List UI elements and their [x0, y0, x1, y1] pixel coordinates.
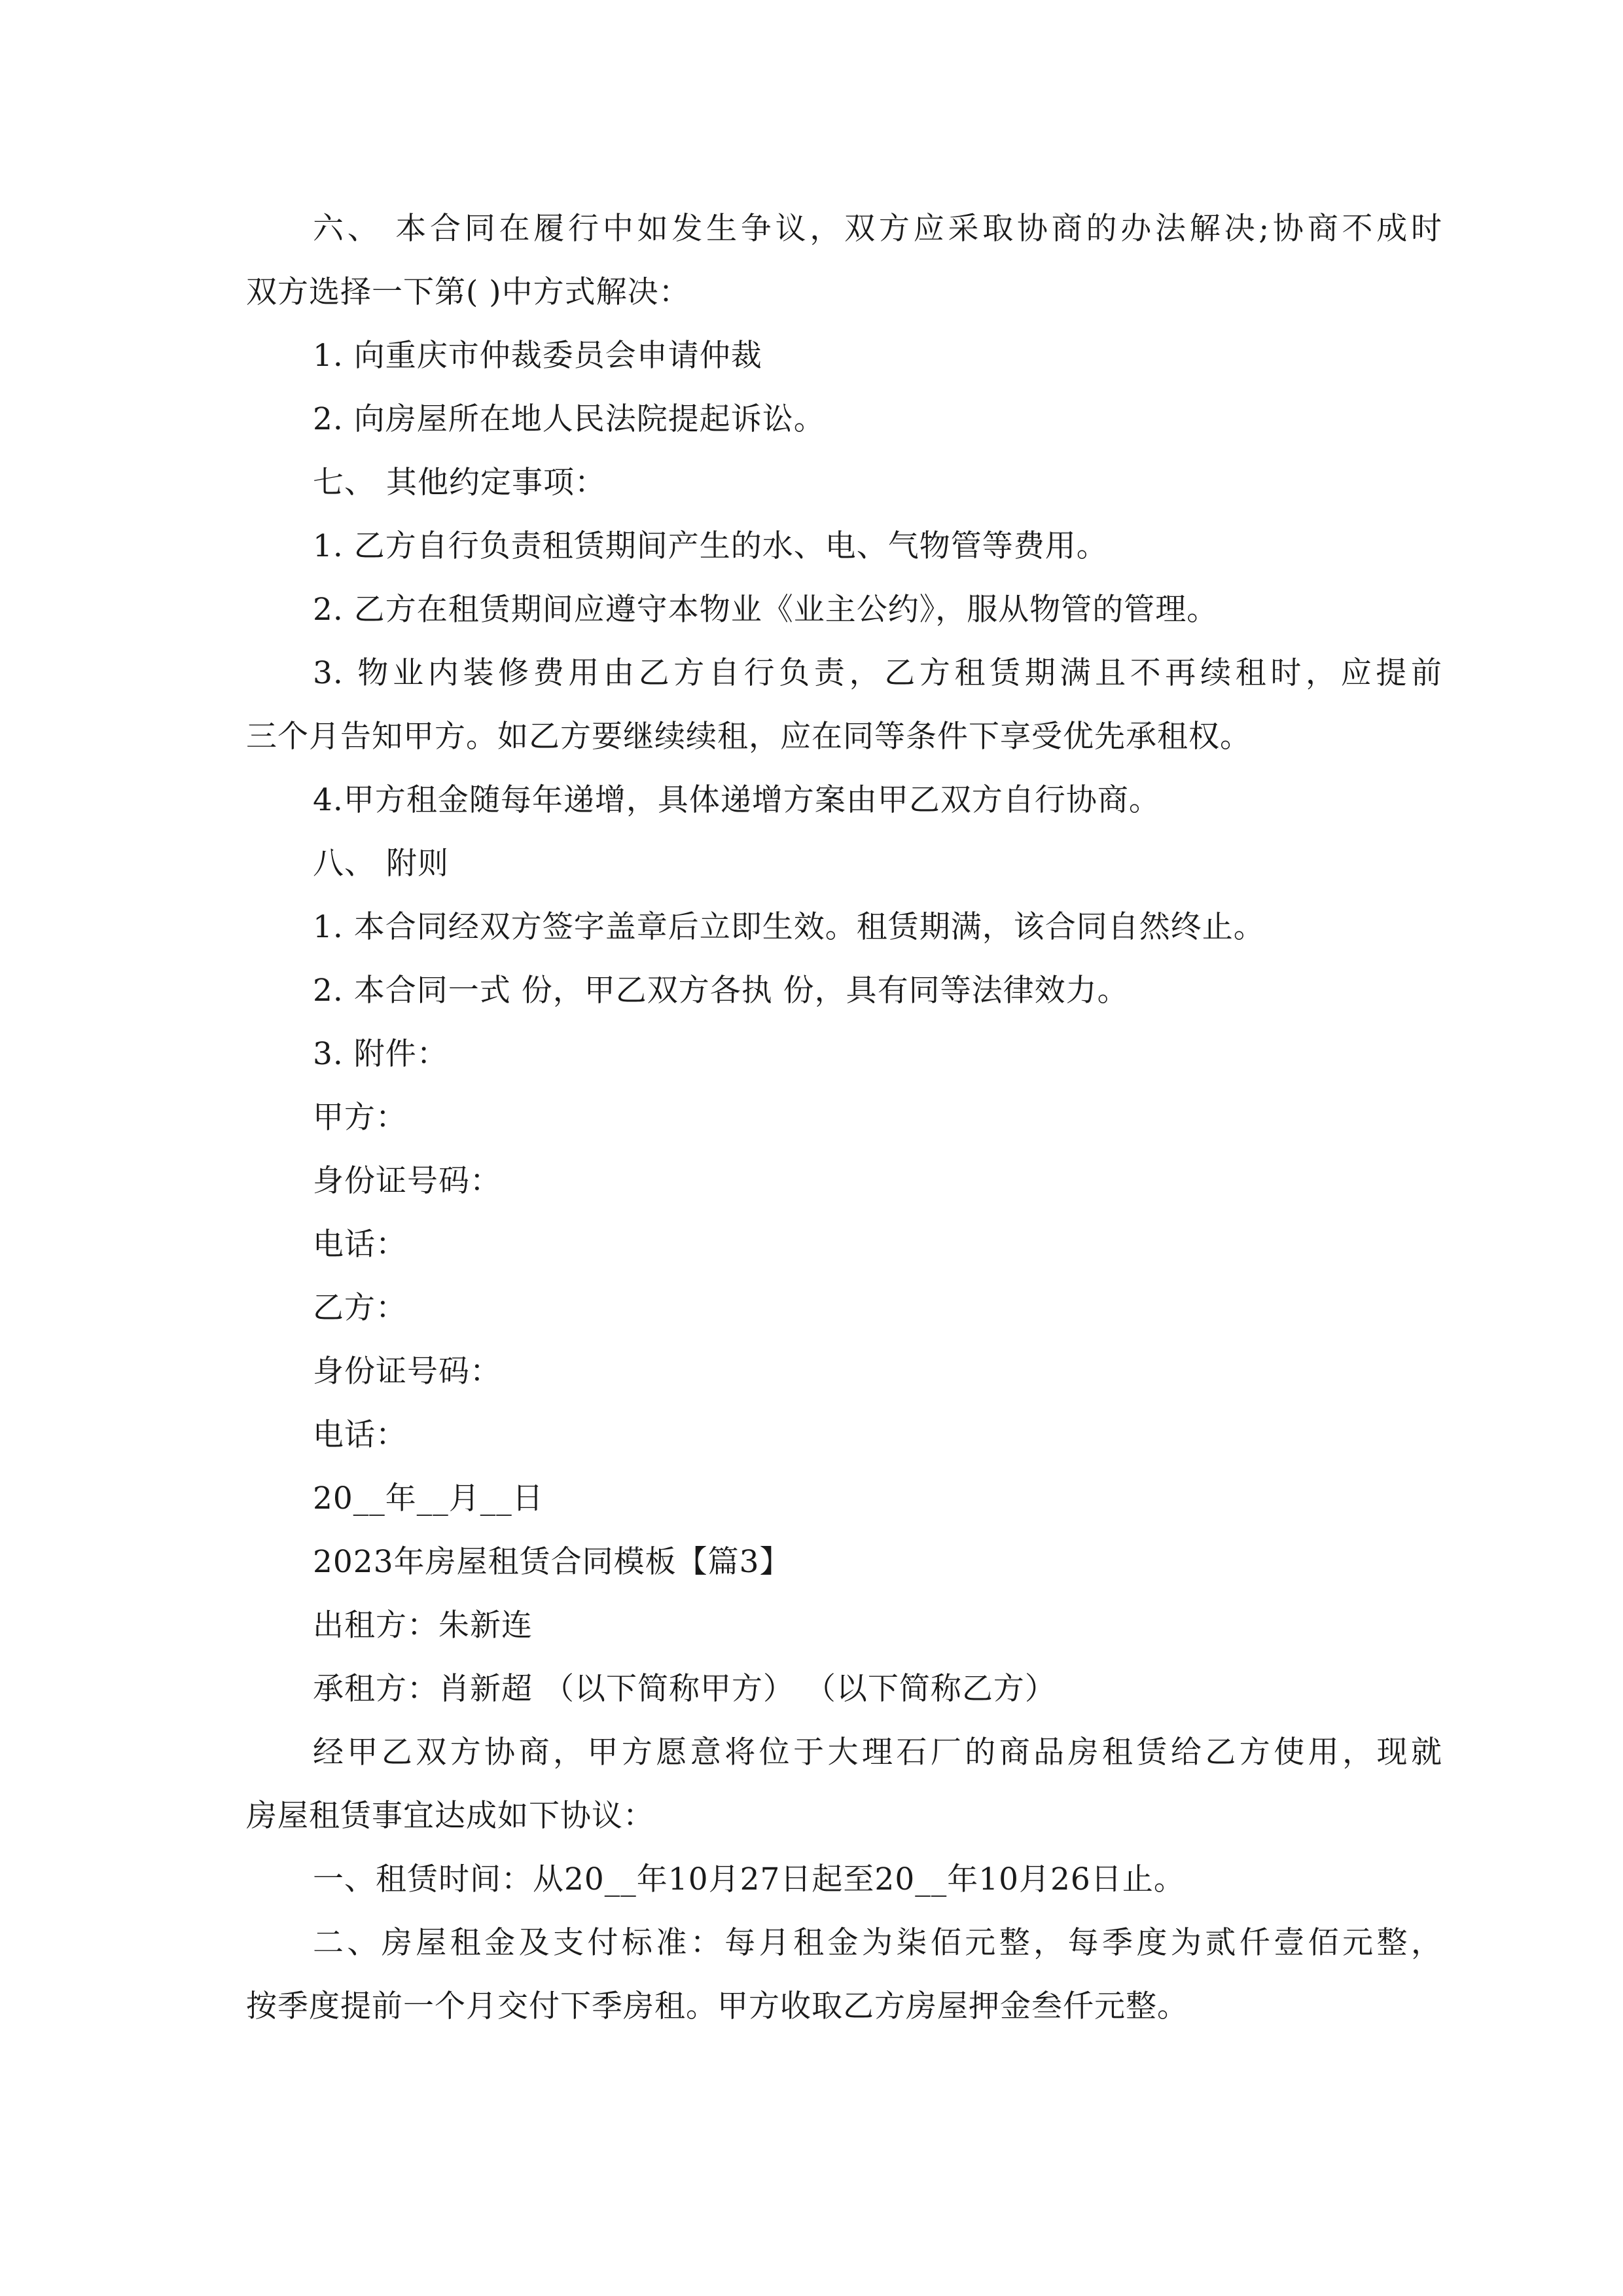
- clause-7-heading: 七、 其他约定事项：: [313, 465, 606, 501]
- intro-paragraph-continuation: 房屋租赁事宜达成如下协议：: [246, 1798, 654, 1834]
- lessor-line: 出租方：朱新连: [313, 1607, 533, 1643]
- lessee-line: 承租方：肖新超 （以下简称甲方） （以下简称乙方）: [313, 1671, 1056, 1707]
- signing-date: 20__年__月__日: [313, 1480, 544, 1516]
- clause-6-option-1: 1. 向重庆市仲裁委员会申请仲裁: [313, 338, 762, 374]
- clause-6-option-2: 2. 向房屋所在地人民法院提起诉讼。: [313, 401, 825, 437]
- lease-term-clause: 一、租赁时间：从20__年10月27日起至20__年10月26日止。: [313, 1861, 1185, 1897]
- party-a-id-label: 身份证号码：: [313, 1163, 501, 1199]
- party-b-phone-label: 电话：: [313, 1417, 407, 1453]
- clause-8-heading: 八、 附则: [313, 846, 449, 882]
- party-a-label: 甲方：: [313, 1100, 407, 1136]
- party-b-label: 乙方：: [313, 1290, 407, 1326]
- clause-7-item-3: 3. 物业内装修费用由乙方自行负责，乙方租赁期满且不再续租时，应提前: [313, 655, 1442, 691]
- intro-paragraph: 经甲乙双方协商，甲方愿意将位于大理石厂的商品房租赁给乙方使用，现就: [313, 1734, 1442, 1770]
- party-a-phone-label: 电话：: [313, 1227, 407, 1263]
- clause-8-item-2: 2. 本合同一式 份，甲乙双方各执 份，具有同等法律效力。: [313, 973, 1129, 1009]
- clause-8-item-3: 3. 附件：: [313, 1036, 448, 1072]
- clause-8-item-1: 1. 本合同经双方签字盖章后立即生效。租赁期满，该合同自然终止。: [313, 909, 1265, 945]
- rent-clause-continuation: 按季度提前一个月交付下季房租。甲方收取乙方房屋押金叁仟元整。: [246, 1988, 1188, 2024]
- clause-7-item-1: 1. 乙方自行负责租赁期间产生的水、电、气物管等费用。: [313, 528, 1108, 564]
- clause-7-item-3-continuation: 三个月告知甲方。如乙方要继续续租，应在同等条件下享受优先承租权。: [246, 719, 1251, 755]
- clause-7-item-4: 4.甲方租金随每年递增，具体递增方案由甲乙双方自行协商。: [313, 782, 1160, 818]
- section-title: 2023年房屋租赁合同模板【篇3】: [313, 1544, 791, 1580]
- clause-6-continuation: 双方选择一下第( )中方式解决：: [246, 274, 690, 310]
- rent-clause: 二、房屋租金及支付标准：每月租金为柒佰元整，每季度为贰仟壹佰元整，: [313, 1925, 1442, 1961]
- clause-7-item-2: 2. 乙方在租赁期间应遵守本物业《业主公约》，服从物管的管理。: [313, 592, 1219, 628]
- party-b-id-label: 身份证号码：: [313, 1354, 501, 1390]
- clause-6-heading: 六、 本合同在履行中如发生争议，双方应采取协商的办法解决;协商不成时: [313, 211, 1442, 247]
